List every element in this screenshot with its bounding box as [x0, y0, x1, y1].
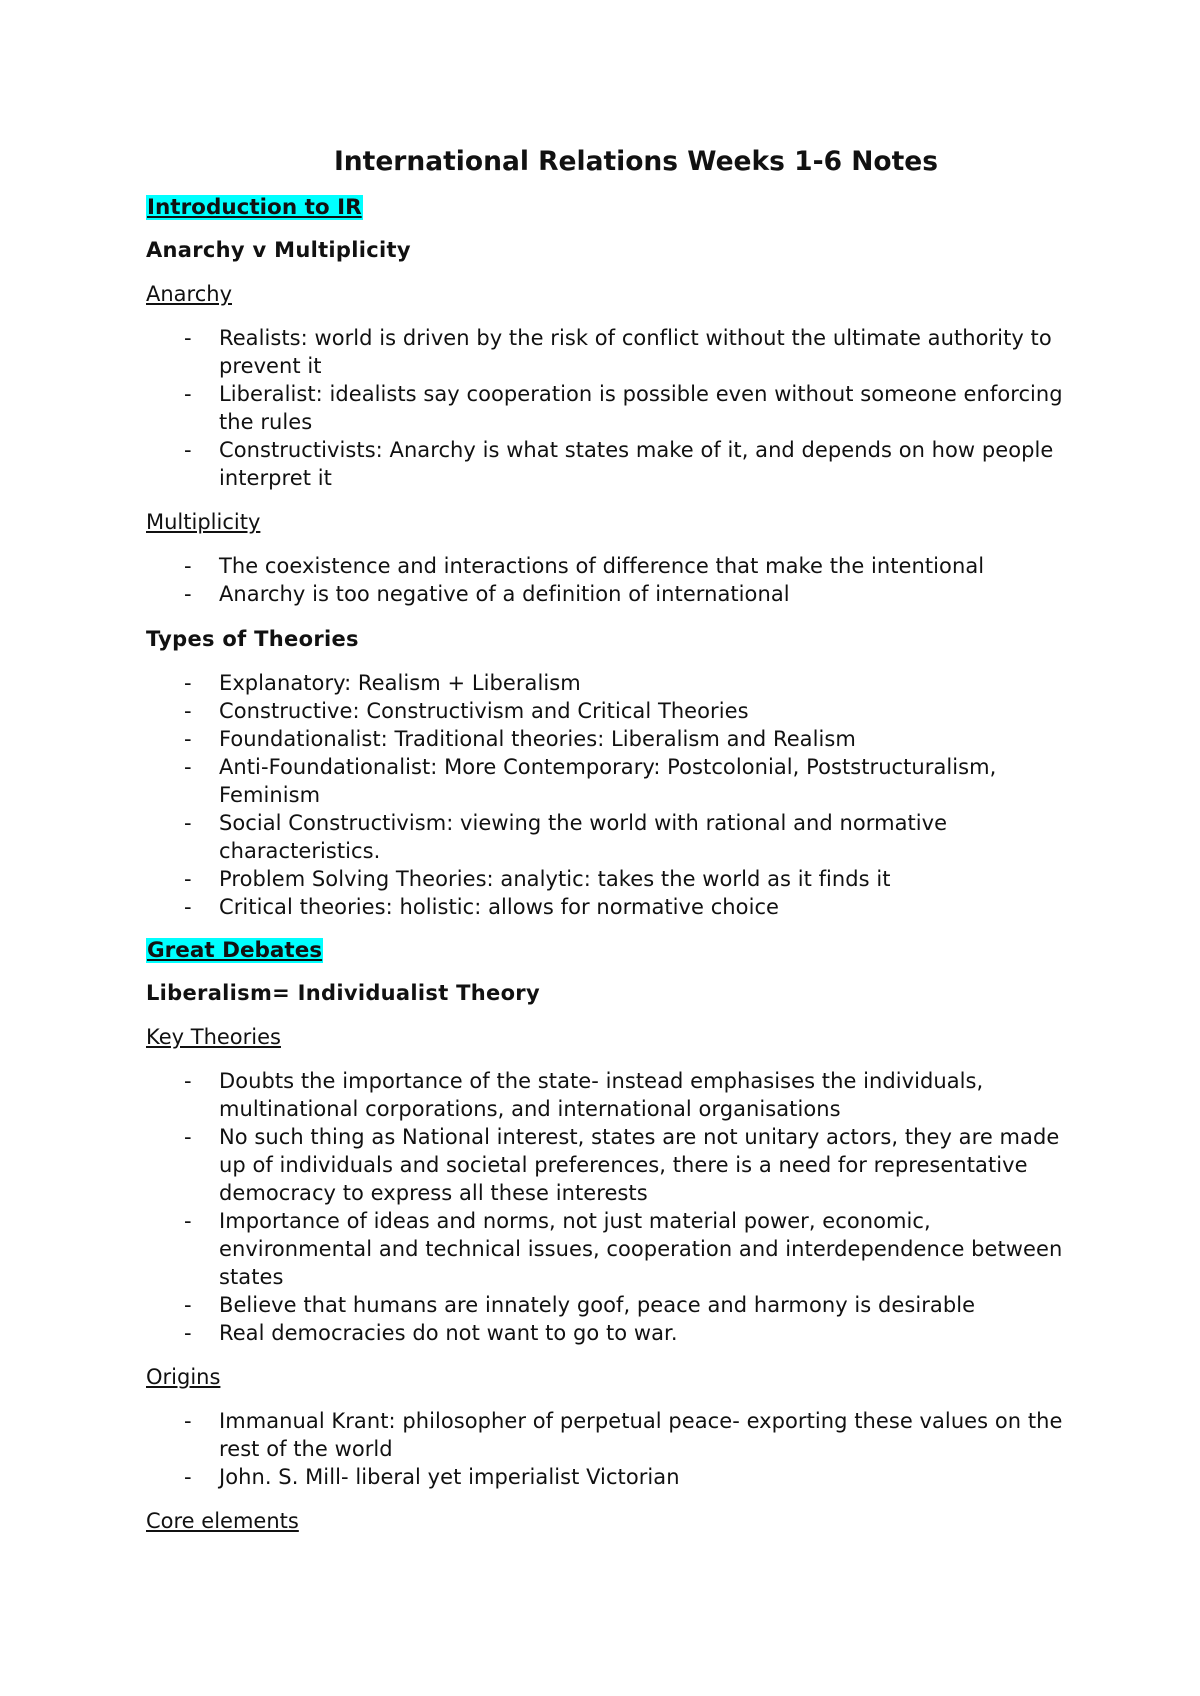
list-item: - Social Constructivism: viewing the world with rational and normative characteristics. [184, 811, 948, 863]
list-item: - Constructivists: Anarchy is what states make of it, and depends on how people interpret it [184, 438, 1054, 490]
dash-marker: - [184, 1125, 192, 1149]
dash-marker: - [184, 1069, 192, 1093]
list-item: - Critical theories: holistic: allows for normative choice [184, 895, 780, 919]
dash-marker: - [184, 671, 192, 695]
section-heading-introduction [146, 194, 1066, 222]
subsection-heading-types-of-theories: Types of Theories [146, 627, 359, 651]
list-item: - Liberalist: idealists say cooperation is possible even without someone enforcing the rules [184, 382, 1063, 434]
topic-label-anarchy: Anarchy [146, 282, 232, 306]
section-heading-text: Introduction to IR [147, 195, 362, 220]
list-item: - Real democracies do not want to go to war. [184, 1321, 678, 1345]
document-page [146, 142, 1066, 1535]
dash-marker: - [184, 867, 192, 891]
dash-marker: - [184, 1293, 192, 1317]
list-item: - Problem Solving Theories: analytic: takes the world as it finds it [184, 867, 891, 891]
dash-marker: - [184, 727, 192, 751]
list-item: - The coexistence and interactions of difference that make the intentional [184, 554, 985, 578]
dash-marker: - [184, 699, 192, 723]
dash-marker: - [184, 326, 192, 350]
list-item: - Importance of ideas and norms, not just material power, economic, environmental and technical issues, cooperation and interdependence between states [184, 1209, 1063, 1289]
list-item: - Believe that humans are innately goof, peace and harmony is desirable [184, 1293, 976, 1317]
list-item: - Anti-Foundationalist: More Contemporary: Postcolonial, Poststructuralism, Feminism [184, 755, 997, 807]
bullet-list-origins [146, 1407, 1066, 1491]
bullet-list-multiplicity [146, 552, 1066, 608]
list-item: - Constructive: Constructivism and Critical Theories [184, 699, 749, 723]
dash-marker: - [184, 554, 192, 578]
dash-marker: - [184, 1409, 192, 1433]
document-title: International Relations Weeks 1-6 Notes [333, 146, 939, 177]
dash-marker: - [184, 811, 192, 835]
topic-label-origins: Origins [146, 1365, 221, 1389]
dash-marker: - [184, 438, 192, 462]
list-item: - Explanatory: Realism + Liberalism [184, 671, 581, 695]
list-item: - Realists: world is driven by the risk of conflict without the ultimate authority to prevent it [184, 326, 1052, 378]
list-item: - Anarchy is too negative of a definition of international [184, 582, 790, 606]
section-heading-text: Great Debates [147, 938, 323, 963]
dash-marker: - [184, 382, 192, 406]
list-item: - No such thing as National interest, states are not unitary actors, they are made up of individuals and societal preferences, there is a need for representative democracy to express all these interests [184, 1125, 1060, 1205]
topic-label-multiplicity: Multiplicity [146, 510, 261, 534]
bullet-list-anarchy [146, 324, 1066, 492]
list-item: - Doubts the importance of the state- instead emphasises the individuals, multinational corporations, and international organisations [184, 1069, 984, 1121]
list-item: - Immanual Krant: philosopher of perpetual peace- exporting these values on the rest of the world [184, 1409, 1063, 1461]
dash-marker: - [184, 582, 192, 606]
section-heading-great-debates [146, 937, 1066, 965]
topic-label-key-theories: Key Theories [146, 1025, 281, 1049]
dash-marker: - [184, 1209, 192, 1233]
list-item: - Foundationalist: Traditional theories: Liberalism and Realism [184, 727, 856, 751]
dash-marker: - [184, 1321, 192, 1345]
subsection-heading-anarchy-v-multiplicity: Anarchy v Multiplicity [146, 238, 411, 262]
topic-label-core-elements: Core elements [146, 1509, 299, 1533]
dash-marker: - [184, 895, 192, 919]
dash-marker: - [184, 755, 192, 779]
dash-marker: - [184, 1465, 192, 1489]
list-item: - John. S. Mill- liberal yet imperialist Victorian [184, 1465, 680, 1489]
subsection-heading-liberalism: Liberalism= Individualist Theory [146, 981, 540, 1005]
bullet-list-key-theories [146, 1067, 1066, 1347]
bullet-list-types-of-theories [146, 669, 1066, 921]
